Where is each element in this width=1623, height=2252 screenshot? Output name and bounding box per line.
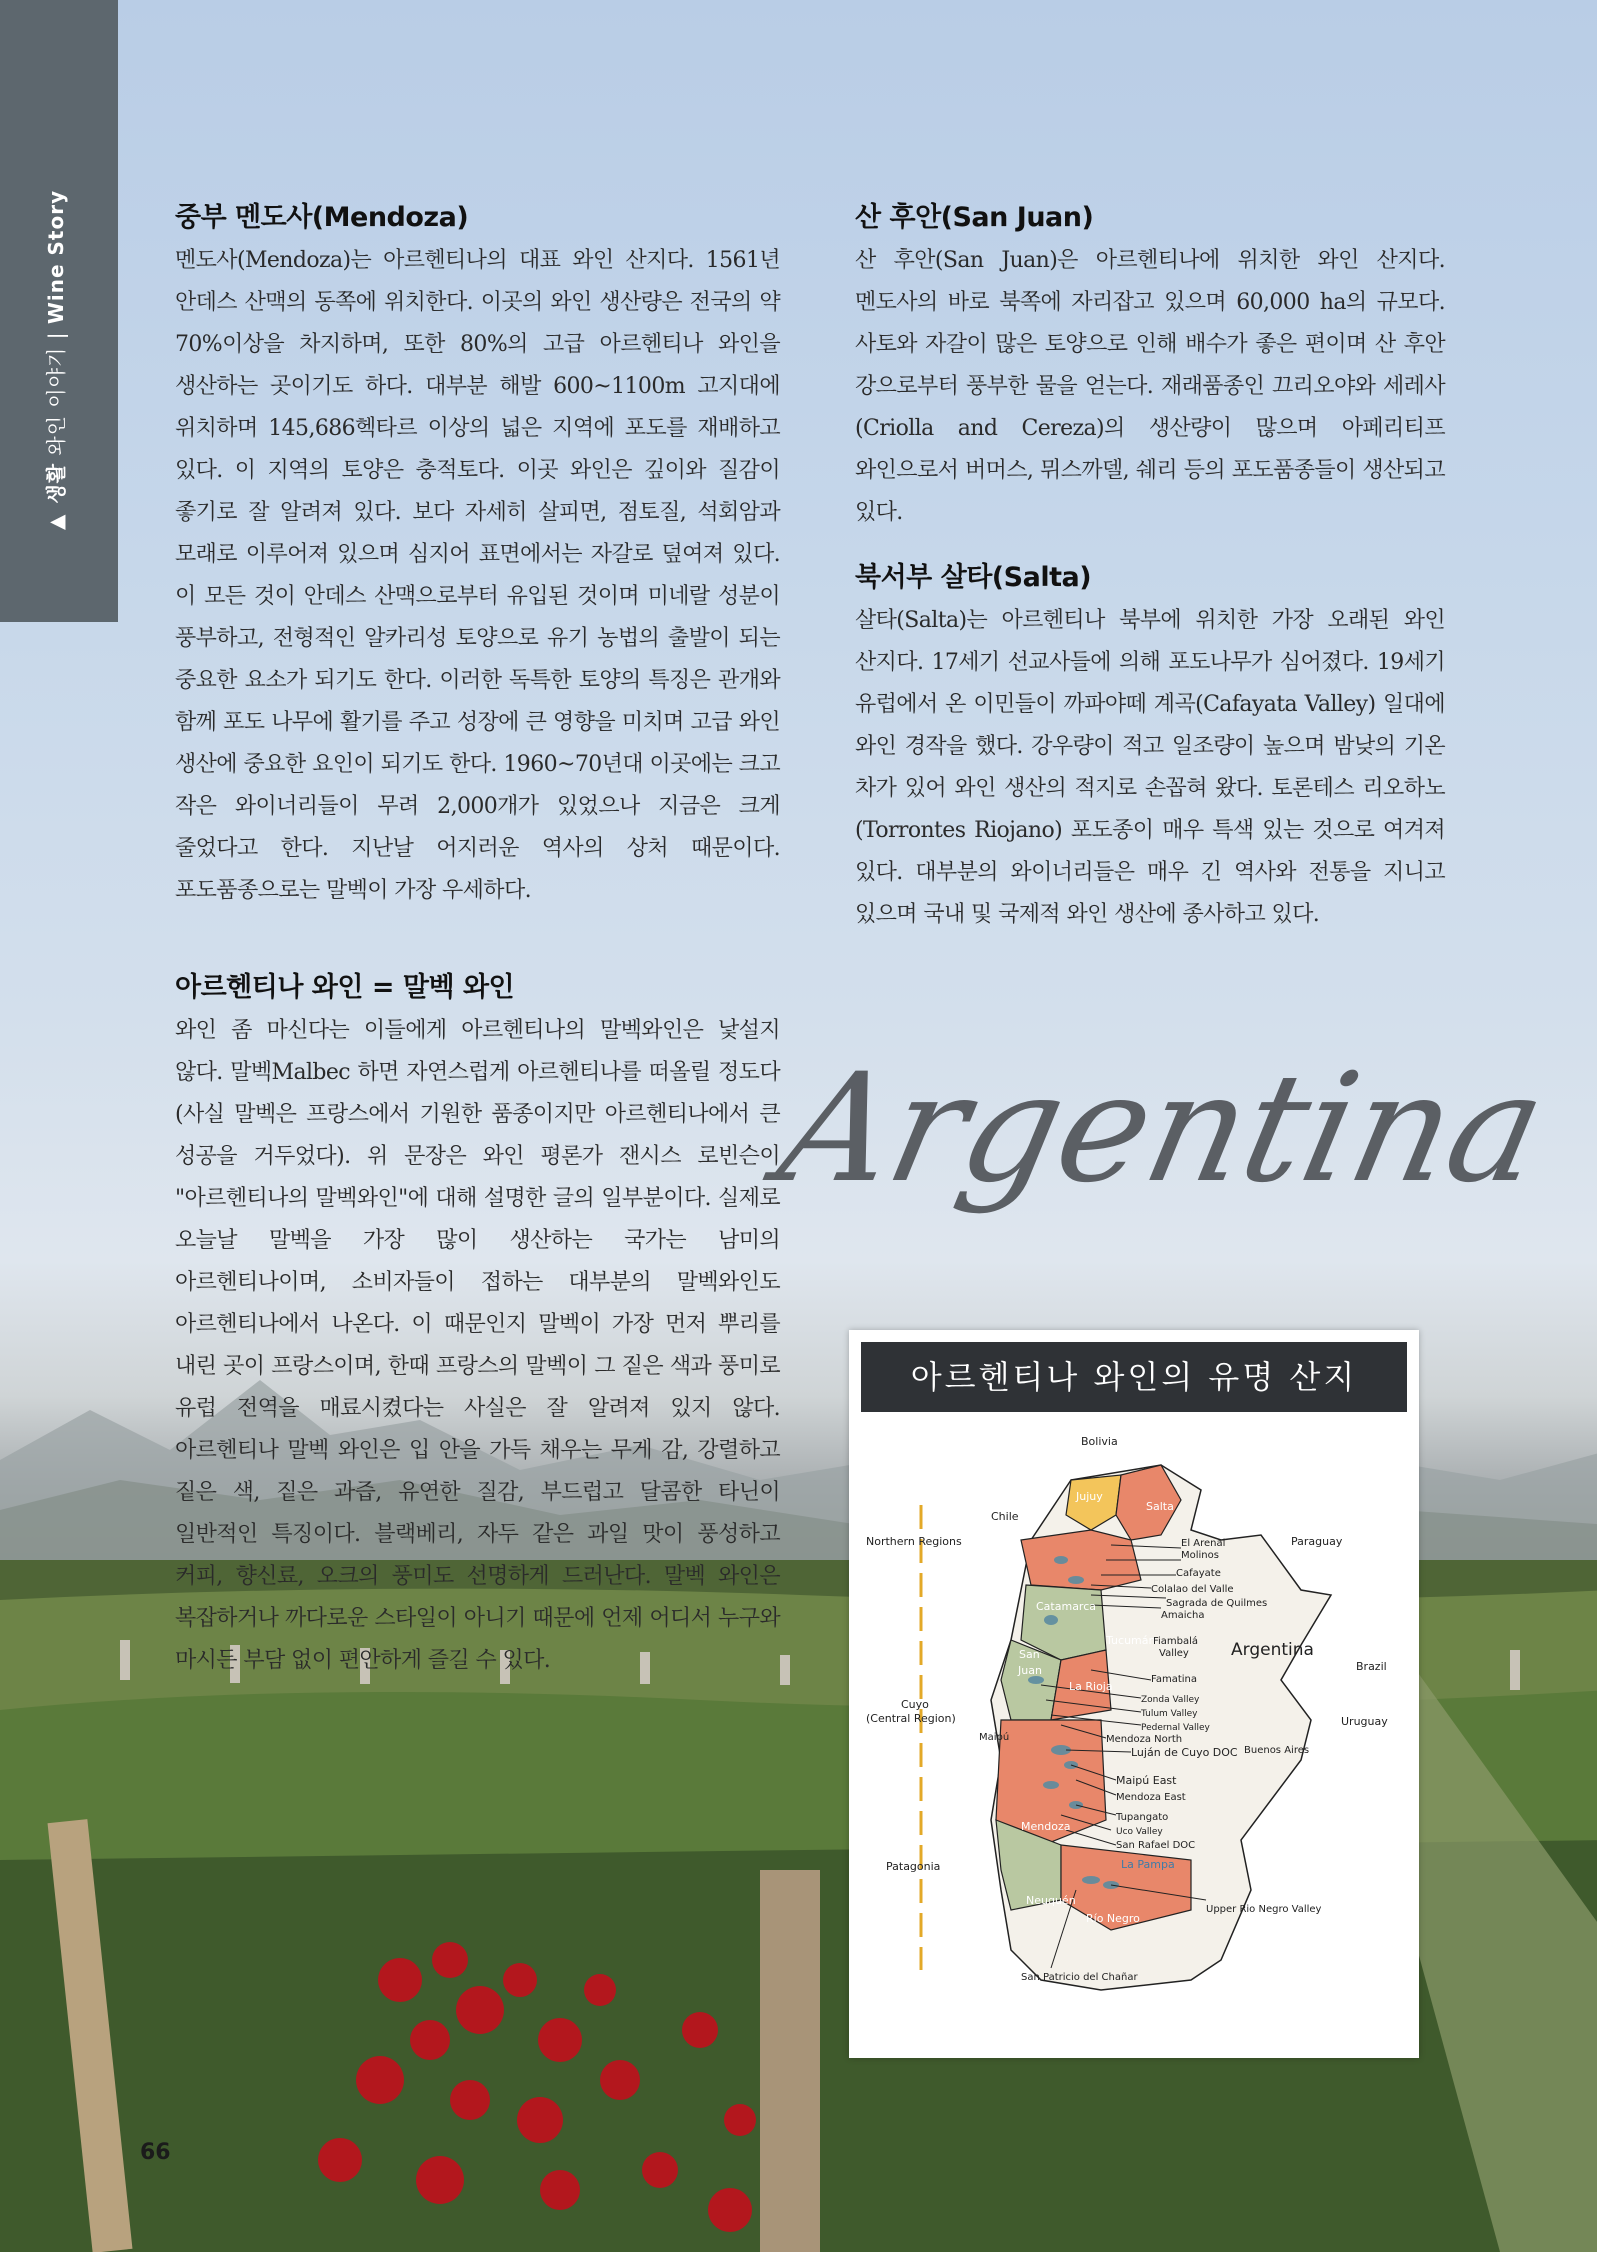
argentina-wine-map: [861, 1420, 1407, 2040]
sanjuan-heading: 산 후안(San Juan): [855, 202, 1094, 233]
map-label-bolivia: Bolivia: [1081, 1435, 1118, 1448]
mendoza-heading: 중부 멘도사(Mendoza): [175, 202, 469, 233]
map-label-rio-negro: Río Negro: [1086, 1912, 1140, 1925]
map-label-el-arenal: El Arenal: [1181, 1538, 1226, 1549]
side-tab-category: 와인 이야기: [44, 346, 68, 456]
map-label-catamarca: Catamarca: [1036, 1600, 1097, 1613]
map-label-lujan: Luján de Cuyo DOC: [1131, 1746, 1238, 1759]
map-label-patagonia: Patagonia: [886, 1860, 941, 1873]
map-label-fiambala-1: Fiambalá: [1153, 1636, 1199, 1647]
map-label-juan: Juan: [1018, 1664, 1042, 1677]
map-label-upper-rio-negro: Upper Rio Negro Valley: [1206, 1904, 1322, 1915]
map-label-maipu-east: Maipú East: [1116, 1774, 1177, 1787]
map-label-northern: Northern Regions: [866, 1535, 962, 1548]
map-label-cuyo-2: (Central Region): [866, 1712, 956, 1725]
right-column-sanjuan: [855, 195, 1445, 534]
map-label-mendoza-north: Mendoza North: [1106, 1734, 1183, 1745]
side-tab-category-en: Wine Story: [44, 189, 68, 325]
map-label-uco: Uco Valley: [1116, 1827, 1163, 1837]
wine-region-map-card: [849, 1330, 1419, 2058]
map-label-famatina: Famatina: [1151, 1674, 1197, 1685]
map-label-mendoza: Mendoza: [1021, 1820, 1071, 1833]
malbec-body: 와인 좀 마신다는 이들에게 아르헨티나의 말벡와인은 낯설지 않다. 말벡Malbec 하면 자연스럽게 아르헨티나를 떠올릴 정도다(사실 말벡은 프랑스에서 기원한 품종이지만 아르헨티나에서 큰 성공을 거두었다). 위 문장은 와인 평론가 잰시스 로빈슨이 "아르헨티나의 말벡와인"에 대해 설명한 글의 일부분이다. 실제로 오늘날 말벡을 가장 많이 생산하는 국가는 남미의 아르헨티나이며, 소비자들이 접하는 대부분의 말벡와인도 아르헨티나에서 나온다. 이 때문인지 말벡이 가장 먼저 뿌리를 내린 곳이 프랑스이며, 한때 프랑스의 말벡이 그 짙은 색과 풍미로 유럽 전역을 매료시켰다는 사실은 잘 알려져 있지 않다. 아르헨티나 말벡 와인은 입 안을 가득 채우는 무게 감, 강렬하고 짙은 색, 짙은 과즙, 유연한 질감, 부드럽고 달콤한 타닌이 일반적인 특징이다. 블랙베리, 자두 같은 과일 맛이 풍성하고 커피, 향신료, 오크의 풍미도 선명하게 드러난다. 말벡 와인은 복잡하거나 까다로운 스타일이 아니기 때문에 언제 어디서 누구와 마시든 부담 없이 편안하게 즐길 수 있다.: [175, 1018, 780, 1673]
map-label-neuquen: Neuquén: [1026, 1894, 1076, 1907]
map-label-colalao: Colalao del Valle: [1151, 1584, 1234, 1595]
map-label-cafayate: Cafayate: [1176, 1568, 1221, 1579]
map-label-san: San: [1019, 1648, 1040, 1661]
argentina-script-text: Argentina: [766, 1040, 1560, 1216]
map-label-paraguay: Paraguay: [1291, 1535, 1343, 1548]
map-label-salta: Salta: [1146, 1500, 1174, 1513]
map-label-uruguay: Uruguay: [1341, 1715, 1388, 1728]
map-label-maipu-w: Maipú: [979, 1732, 1010, 1743]
argentina-script-title: [766, 1010, 1560, 1310]
side-tab-section: 생활: [44, 462, 68, 504]
left-column: [175, 195, 780, 912]
map-label-chile: Chile: [991, 1510, 1019, 1523]
map-label-la-pampa: La Pampa: [1121, 1858, 1175, 1871]
map-label-pedernal: Pedernal Valley: [1141, 1723, 1210, 1733]
map-label-argentina: Argentina: [1231, 1640, 1314, 1660]
map-label-jujuy: Jujuy: [1076, 1490, 1103, 1503]
map-label-san-rafael: San Rafael DOC: [1116, 1840, 1196, 1851]
page-edge: [1597, 0, 1610, 2252]
wine-bottles-icon: ▲: [44, 513, 68, 530]
malbec-heading: 아르헨티나 와인 = 말벡 와인: [175, 972, 515, 1003]
map-title: 아르헨티나 와인의 유명 산지: [861, 1342, 1407, 1412]
map-label-zonda: Zonda Valley: [1141, 1695, 1200, 1705]
map-label-la-rioja: La Rioja: [1069, 1680, 1113, 1693]
salta-body: 살타(Salta)는 아르헨티나 북부에 위치한 가장 오래된 와인 산지다. 17세기 선교사들에 의해 포도나무가 심어졌다. 19세기 유럽에서 온 이민들이 까파야떼 계곡(Cafayata Valley) 일대에 와인 경작을 했다. 강우량이 적고 일조량이 높으며 밤낮의 기온 차가 있어 와인 생산의 적지로 손꼽혀 왔다. 토론테스 리오하노(Torrontes Riojano) 포도종이 매우 특색 있는 것으로 여겨져 있다. 대부분의 와이너리들은 매우 긴 역사와 전통을 지니고 있으며 국내 및 국제적 와인 생산에 종사하고 있다.: [855, 608, 1445, 927]
map-label-fiambala-2: Valley: [1159, 1648, 1189, 1659]
right-column-salta: [855, 555, 1445, 936]
map-label-tupungato: Tupangato: [1116, 1812, 1169, 1823]
map-label-mendoza-east: Mendoza East: [1116, 1792, 1186, 1803]
map-label-tucuman: Tucumán: [1106, 1634, 1156, 1647]
map-label-molinos: Molinos: [1181, 1550, 1219, 1561]
sanjuan-body: 산 후안(San Juan)은 아르헨티나에 위치한 와인 산지다. 멘도사의 바로 북쪽에 자리잡고 있으며 60,000 ha의 규모다. 사토와 자갈이 많은 토양으로 인해 배수가 좋은 편이며 산 후안 강으로부터 풍부한 물을 얻는다. 재래품종인 끄리오야와 세레사(Criolla and Cereza)의 생산량이 많으며 아페리티프 와인으로서 버머스, 뮈스까델, 쉐리 등의 포도품종들이 생산되고 있다.: [855, 248, 1445, 525]
map-label-buenos-aires: Buenos Aires: [1244, 1745, 1310, 1756]
map-label-tulum: Tulum Valley: [1141, 1709, 1198, 1719]
map-label-san-patricio: San Patricio del Chañar: [1021, 1972, 1138, 1983]
mendoza-body: 멘도사(Mendoza)는 아르헨티나의 대표 와인 산지다. 1561년 안데스 산맥의 동쪽에 위치한다. 이곳의 와인 생산량은 전국의 약 70%이상을 차지하며, 또한 80%의 고급 아르헨티나 와인을 생산하는 곳이기도 하다. 대부분 해발 600~1100m 고지대에 위치하며 145,686헥타르 이상의 넓은 지역에 포도를 재배하고 있다. 이 지역의 토양은 충적토다. 이곳 와인은 깊이와 질감이 좋기로 잘 알려져 있다. 보다 자세히 살피면, 점토질, 석회암과 모래로 이루어져 있으며 심지어 표면에서는 자갈로 덮여져 있다. 이 모든 것이 안데스 산맥으로부터 유입된 것이며 미네랄 성분이 풍부하고, 전형적인 알카리성 토양으로 유기 농법의 출발이 되는 중요한 요소가 되기도 한다. 이러한 독특한 토양의 특징은 관개와 함께 포도 나무에 활기를 주고 성장에 큰 영향을 미치며 고급 와인 생산에 중요한 요인이 되기도 한다. 1960~70년대 이곳에는 크고 작은 와이너리들이 무려 2,000개가 있었으나 지금은 크게 줄었다고 한다. 지난날 어지러운 역사의 상처 때문이다. 포도품종으로는 말벡이 가장 우세하다.: [175, 248, 780, 903]
left-column-malbec: [175, 965, 780, 1682]
page-number: 66: [140, 2140, 171, 2165]
side-tab-separator: |: [44, 331, 68, 340]
salta-heading: 북서부 살타(Salta): [855, 562, 1092, 593]
map-label-sagrada: Sagrada de Quilmes: [1166, 1598, 1268, 1609]
side-tab: [0, 0, 118, 622]
side-tab-label: [40, 190, 69, 530]
map-label-brazil: Brazil: [1356, 1660, 1387, 1673]
map-label-amaicha: Amaicha: [1161, 1610, 1205, 1621]
map-label-cuyo-1: Cuyo: [901, 1698, 929, 1711]
